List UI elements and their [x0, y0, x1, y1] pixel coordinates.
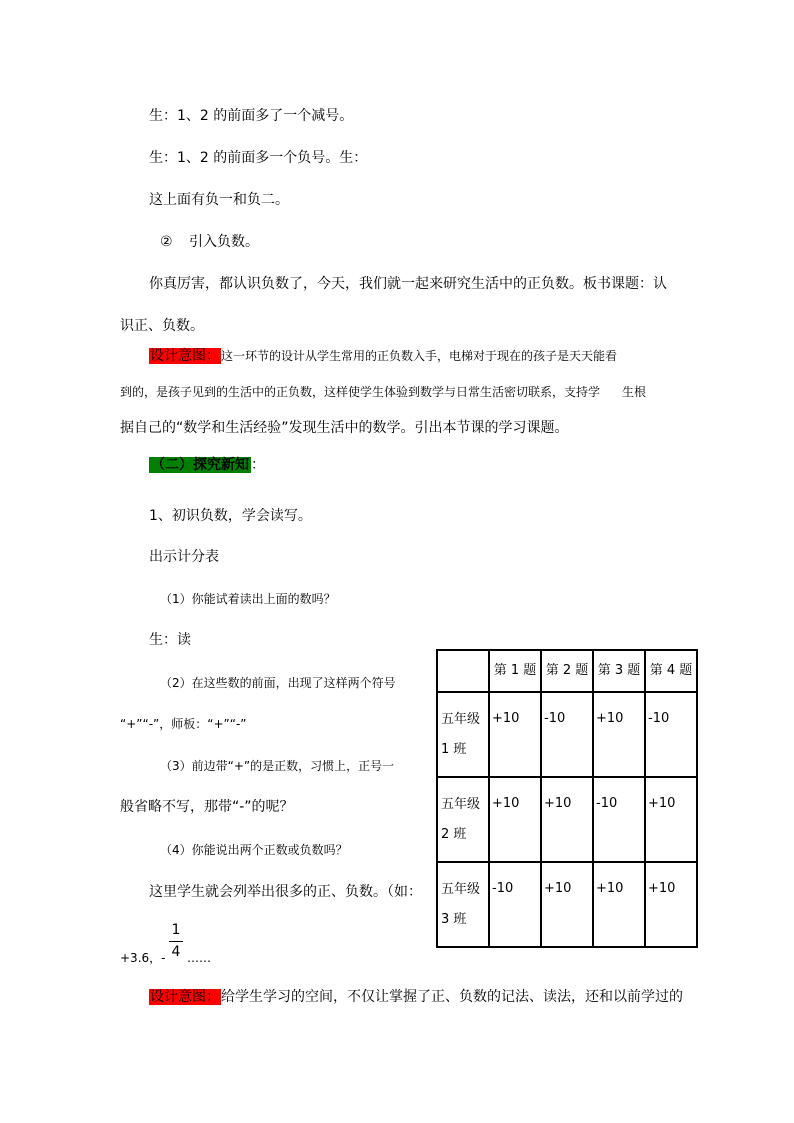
- table-cell: +10: [489, 692, 541, 777]
- show-score-table: 出示计分表: [149, 549, 219, 565]
- row-label-class: 2 班: [441, 827, 467, 842]
- question-3: （3）前边带“+”的是正数，习惯上，正号一: [160, 759, 395, 773]
- design-intent-text: 这一环节的设计从学生常用的正负数入手，电梯对于现在的孩子是天天能看: [221, 349, 618, 363]
- dialogue-line-3: 这上面有负一和负二。: [149, 192, 289, 208]
- section-tag: （二）探究新知: [151, 457, 249, 473]
- dialogue-line-1: 生：1、2 的前面多了一个减号。: [149, 108, 354, 124]
- section-heading: [149, 455, 265, 475]
- table-header: 第 1 题: [489, 650, 541, 692]
- table-cell: -10: [489, 862, 541, 947]
- row-label-grade: 五年级: [441, 797, 481, 812]
- row-label: [437, 692, 489, 777]
- table-cell: +10: [541, 862, 593, 947]
- table-cell: -10: [645, 692, 697, 777]
- teacher-line: 你真厉害，都认识负数了，今天，我们就一起来研究生活中的正负数。板书课题：认: [149, 276, 667, 292]
- question-1: （1）你能试着读出上面的数吗？: [160, 592, 336, 606]
- fraction-bar: [169, 941, 183, 942]
- question-2: （2）在这些数的前面，出现了这样两个符号: [160, 676, 396, 690]
- table-row: [437, 692, 697, 777]
- table-header: 第 2 题: [541, 650, 593, 692]
- row-label-grade: 五年级: [441, 882, 481, 897]
- table-cell: +10: [645, 777, 697, 862]
- design-intent-2-tag: 设计意图：: [150, 989, 220, 1005]
- question-3-cont: 般省略不写，那带“-”的呢？: [120, 799, 294, 815]
- table-header: 第 4 题: [645, 650, 697, 692]
- fraction-numerator: 1: [171, 922, 181, 938]
- table-cell: -10: [541, 692, 593, 777]
- step-heading: [160, 232, 259, 252]
- table-corner: [437, 650, 489, 692]
- design-intent-line2-text: 到的，是孩子见到的生活中的正负数，这样使学生体验到数学与日常生活密切联系，支持学: [120, 385, 601, 399]
- table-cell: +10: [593, 692, 645, 777]
- example-prefix: +3.6，-: [120, 951, 166, 965]
- design-intent-1: [149, 346, 617, 366]
- table-cell: +10: [489, 777, 541, 862]
- design-intent-line2-end: 生根: [622, 385, 647, 399]
- row-label: [437, 862, 489, 947]
- step-marker: ②: [160, 234, 173, 250]
- fraction-denominator: 4: [171, 944, 181, 960]
- design-intent-1-line3: 据自己的“数学和生活经验”发现生活中的数学。引出本节课的学习课题。: [120, 420, 569, 436]
- design-intent-1-line2: [120, 382, 646, 402]
- table-header: 第 3 题: [593, 650, 645, 692]
- question-2-cont: “+”“-”，师板：“+”“-”: [120, 717, 247, 731]
- table-cell: -10: [593, 777, 645, 862]
- table-header-row: [437, 650, 697, 692]
- subsection-1: 1、初识负数，学会读写。: [149, 508, 312, 524]
- row-label-class: 3 班: [441, 912, 467, 927]
- table-cell: +10: [541, 777, 593, 862]
- design-intent-2: [149, 987, 683, 1007]
- student-examples: 这里学生就会列举出很多的正、负数。（如：: [149, 884, 422, 900]
- score-table: [436, 649, 698, 948]
- table-cell: +10: [645, 862, 697, 947]
- teacher-line-cont: 识正、负数。: [120, 318, 204, 334]
- design-intent-tag: 设计意图：: [150, 348, 220, 364]
- section-colon: ：: [251, 457, 265, 473]
- question-4: （4）你能说出两个正数或负数吗？: [160, 843, 348, 857]
- table-row: [437, 777, 697, 862]
- step-title: 引入负数。: [189, 234, 260, 250]
- row-label-class: 1 班: [441, 742, 467, 757]
- table-cell: +10: [593, 862, 645, 947]
- fraction-one-quarter: [169, 921, 183, 961]
- example-ellipsis: ……: [187, 951, 211, 965]
- row-label-grade: 五年级: [441, 712, 481, 727]
- dialogue-line-2: 生：1、2 的前面多一个负号。生：: [149, 150, 368, 166]
- row-label: [437, 777, 489, 862]
- table-row: [437, 862, 697, 947]
- student-read: 生：读: [149, 632, 191, 648]
- design-intent-2-text: 给学生学习的空间，不仅让掌握了正、负数的记法、读法，还和以前学过的: [221, 989, 683, 1005]
